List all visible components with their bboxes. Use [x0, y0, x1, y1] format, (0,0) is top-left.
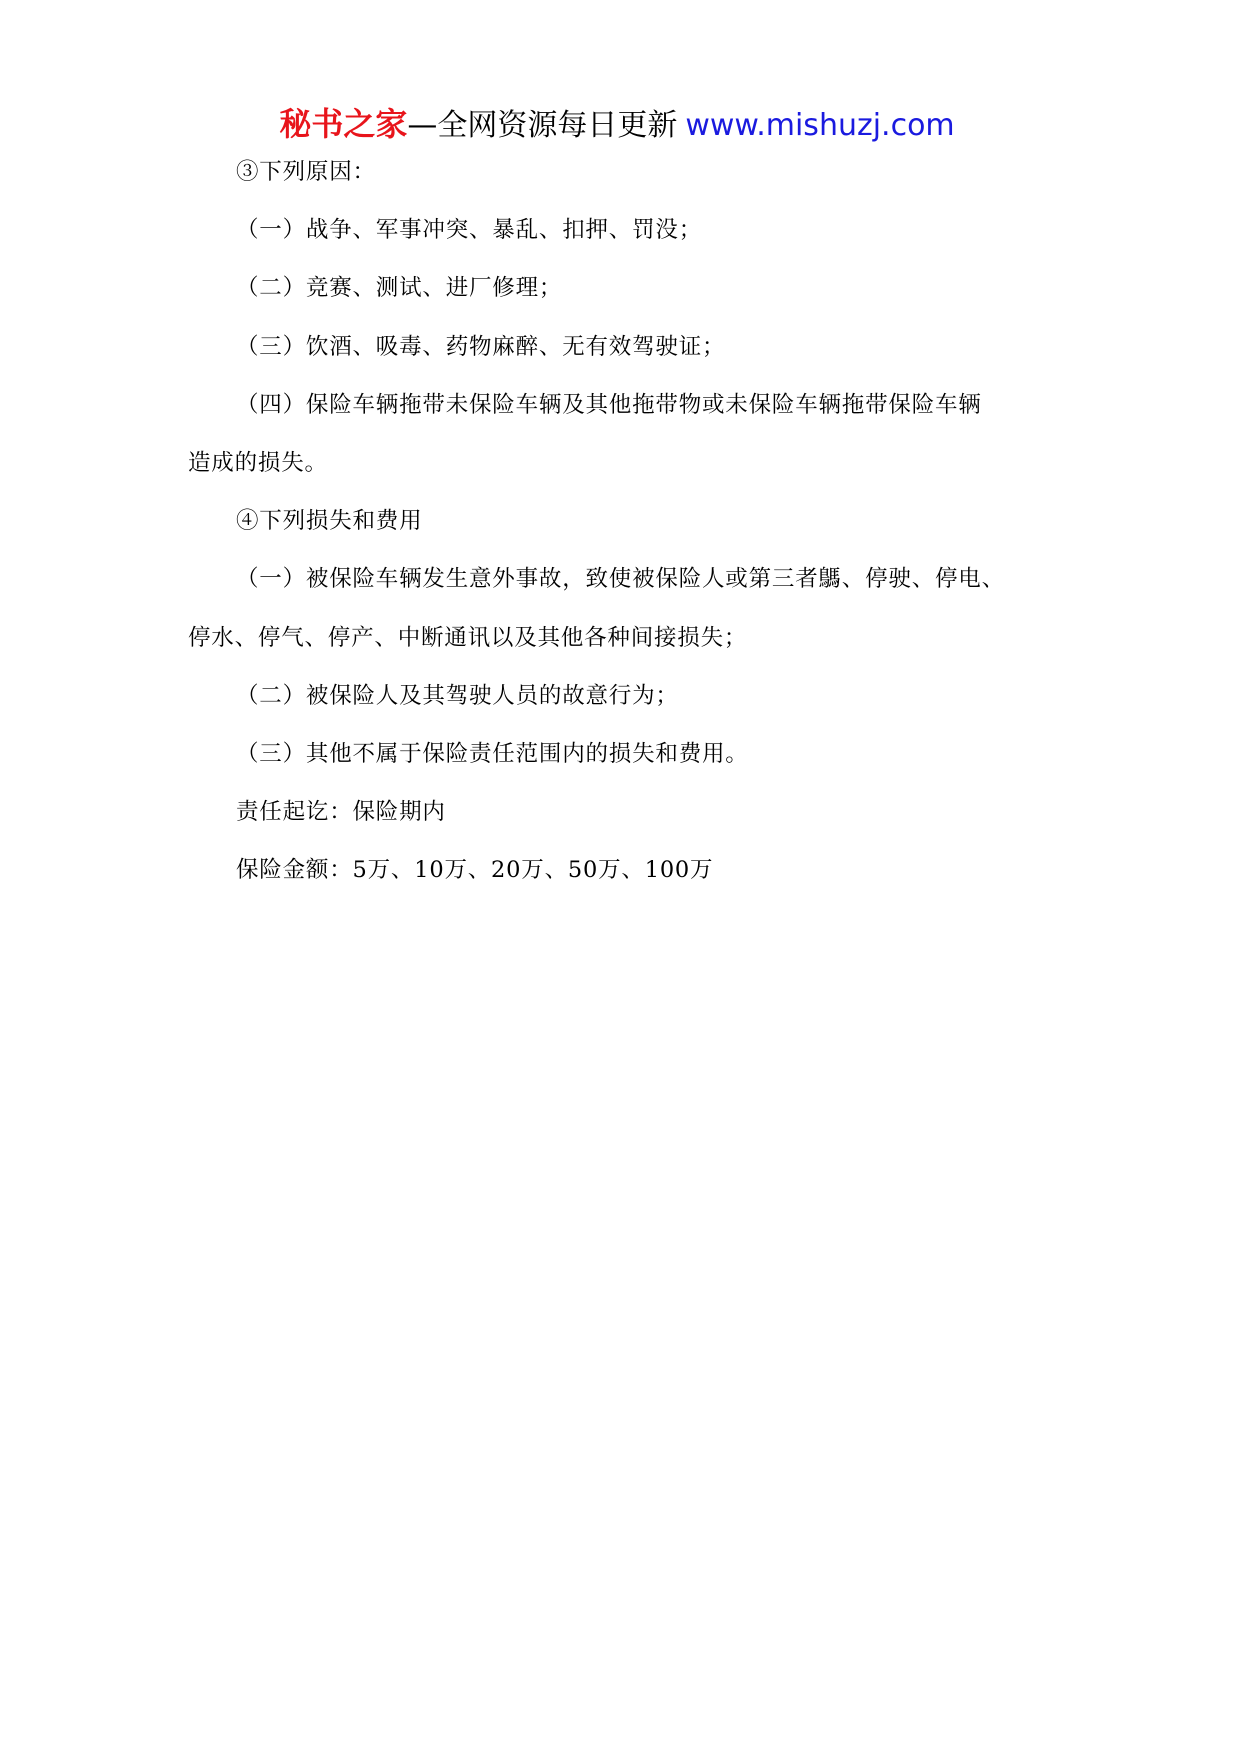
- list-item-indirect-loss: （一）被保险车辆发生意外事故，致使被保险人或第三者鷌、停驶、停电、: [236, 566, 1005, 593]
- document-body: [188, 143, 1058, 900]
- site-watermark-header: [0, 104, 1234, 146]
- site-url-link[interactable]: www.mishuzj.com: [685, 108, 955, 143]
- list-item-towing-continued: 造成的损失。: [188, 450, 328, 477]
- section-heading-causes: ③下列原因：: [236, 159, 376, 185]
- list-item-other: （三）其他不属于保险责任范围内的损失和费用。: [236, 741, 749, 768]
- list-item-towing: （四）保险车辆拖带未保险车辆及其他拖带物或未保险车辆拖带保险车辆: [236, 391, 982, 418]
- list-item-competition: （二）竞赛、测试、进厂修理；: [236, 275, 563, 302]
- liability-period: 责任起讫：保险期内: [236, 799, 446, 826]
- list-item-intentional: （二）被保险人及其驾驶人员的故意行为；: [236, 682, 679, 709]
- list-item-alcohol: （三）饮酒、吸毒、药物麻醉、无有效驾驶证；: [236, 333, 726, 360]
- site-brand: 秘书之家: [279, 105, 408, 143]
- list-item-indirect-loss-continued: 停水、停气、停产、中断通讯以及其他各种间接损失；: [188, 624, 748, 651]
- section-heading-losses: ④下列损失和费用: [236, 508, 423, 535]
- list-item-war: （一）战争、军事冲突、暴乱、扣押、罚没；: [236, 217, 703, 244]
- insured-amount: 保险金额：5万、10万、20万、50万、100万: [236, 857, 714, 884]
- site-tagline: —全网资源每日更新: [407, 108, 678, 143]
